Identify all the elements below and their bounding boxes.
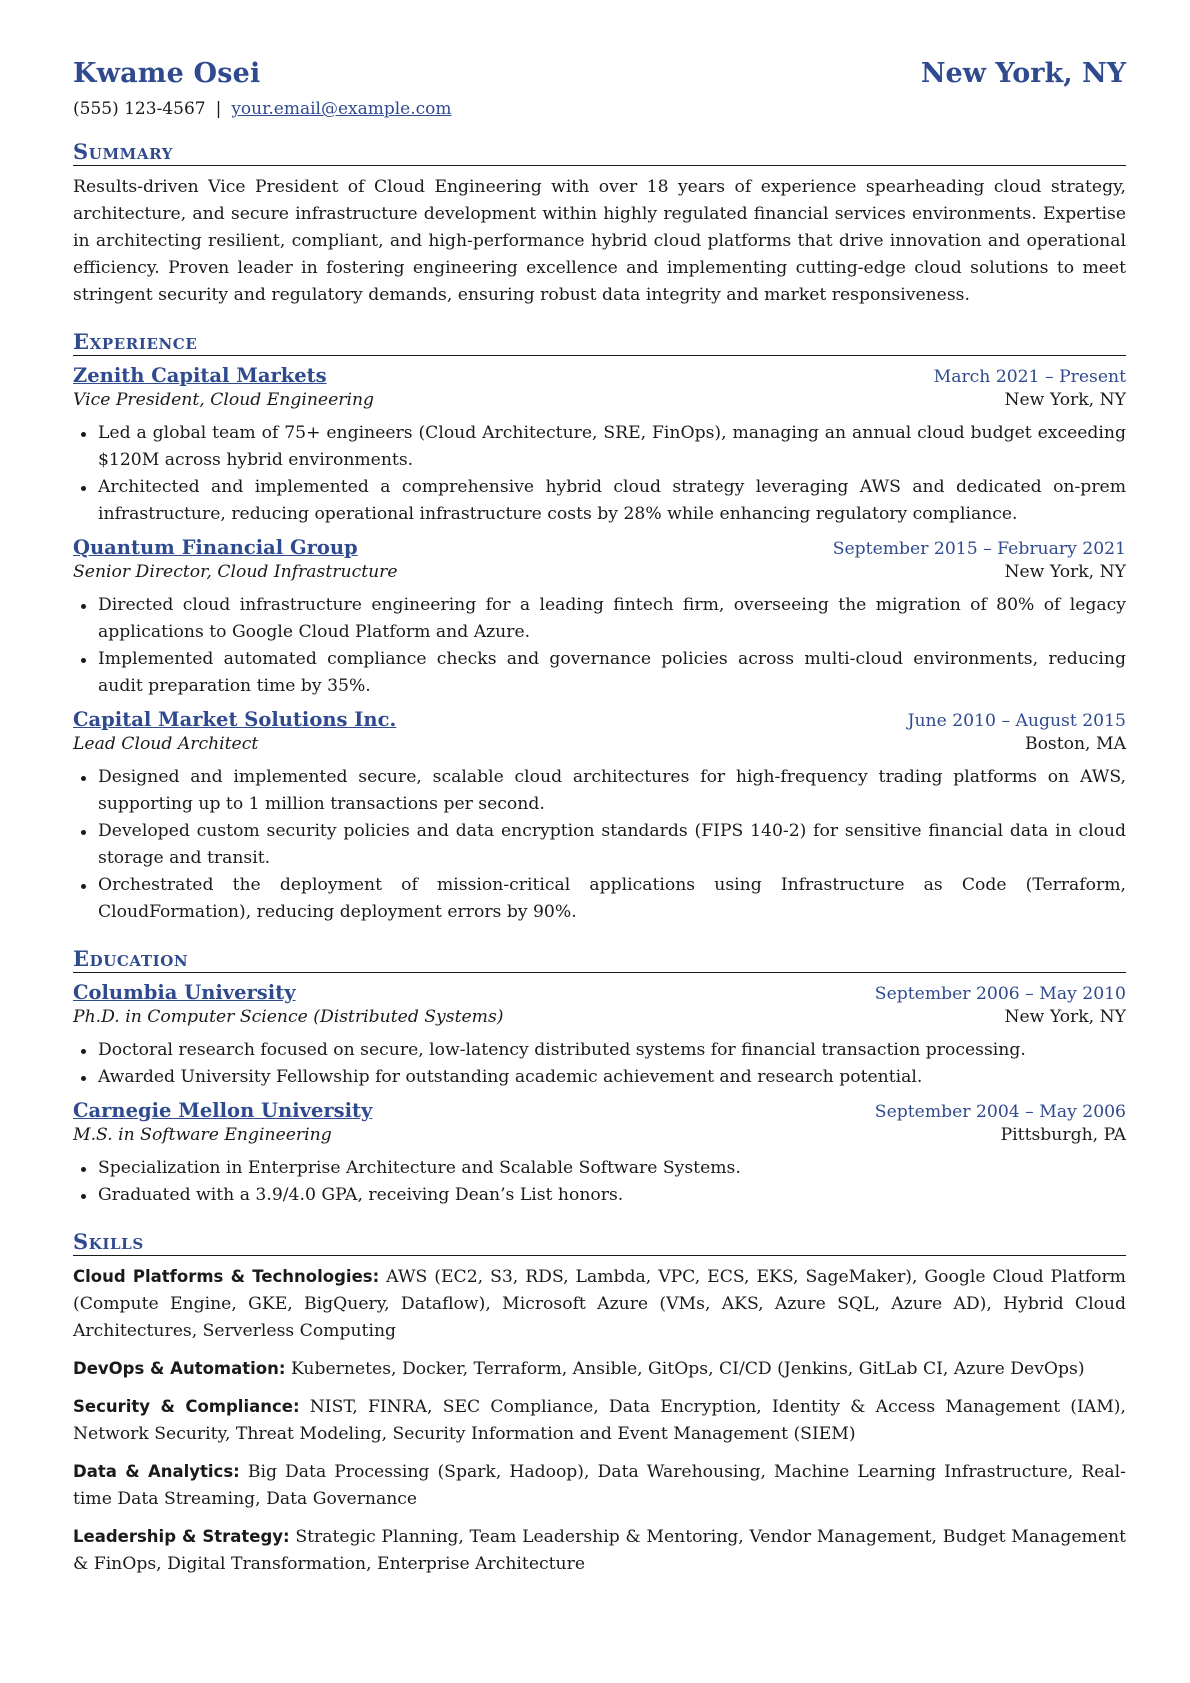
contact-separator: | [215, 99, 222, 119]
bullet-item: Doctoral research focused on secure, low-latency distributed systems for financial transaction processing. [73, 1037, 1126, 1064]
skill-group [73, 1263, 1126, 1345]
section-title-summary: Summary [73, 139, 1126, 166]
email-link[interactable]: your.email@example.com [231, 99, 452, 119]
bullet-item: Designed and implemented secure, scalable cloud architectures for high-frequency trading platforms on AWS, supporting up to 1 million transactions per second. [73, 764, 1126, 818]
bullet-item: Architected and implemented a comprehensive hybrid cloud strategy leveraging AWS and dedicated on-prem infrastructure, reducing operational infrastructure costs by 28% while enhancing regulatory compliance. [73, 474, 1126, 528]
skill-text: Kubernetes, Docker, Terraform, Ansible, GitOps, CI/CD (Jenkins, GitLab CI, Azure DevOps) [290, 1359, 1085, 1379]
skill-group [73, 1458, 1126, 1513]
experience-entry [73, 536, 1126, 700]
skill-label: Cloud Platforms & Technologies: [73, 1267, 380, 1286]
candidate-name: Kwame Osei [73, 58, 261, 89]
section-title-education: Education [73, 946, 1126, 973]
skill-text: Big Data Processing (Spark, Hadoop), Data Warehousing, Machine Learning Infrastructure, Real-time Data Streaming, Data Governance [73, 1462, 1126, 1509]
bullet-list [73, 764, 1126, 926]
bullet-item: Directed cloud infrastructure engineering for a leading fintech firm, overseeing the migration of 80% of legacy applications to Google Cloud Platform and Azure. [73, 592, 1126, 646]
bullet-item: Implemented automated compliance checks and governance policies across multi-cloud environments, reducing audit preparation time by 35%. [73, 646, 1126, 700]
entry-location: New York, NY [1004, 1007, 1126, 1027]
summary-paragraph: Results-driven Vice President of Cloud Engineering with over 18 years of experience spearheading cloud strategy, architecture, and secure infrastructure development within highly regulated financial services environments. Expertise in architecting resilient, compliant, and high-performance hybrid cloud platforms that drive innovation and operational efficiency. Proven leader in fostering engineering excellence and implementing cutting-edge cloud solutions to meet stringent security and regulatory demands, ensuring robust data integrity and market responsiveness. [73, 177, 1126, 305]
job-title: Vice President, Cloud Engineering [73, 390, 375, 410]
bullet-item: Developed custom security policies and data encryption standards (FIPS 140-2) for sensitive financial data in cloud storage and transit. [73, 818, 1126, 872]
entry-dates: September 2015 – February 2021 [832, 539, 1126, 559]
contact-line [73, 99, 1126, 119]
job-title: Lead Cloud Architect [73, 734, 259, 754]
bullet-list [73, 592, 1126, 700]
bullet-item: Graduated with a 3.9/4.0 GPA, receiving Dean’s List honors. [73, 1182, 1126, 1209]
entry-dates: March 2021 – Present [933, 367, 1126, 387]
employer-link[interactable]: Quantum Financial Group [73, 536, 358, 559]
skill-group [73, 1393, 1126, 1448]
employer-link[interactable]: Capital Market Solutions Inc. [73, 708, 397, 731]
bullet-list [73, 420, 1126, 528]
skill-text: NIST, FINRA, SEC Compliance, Data Encryption, Identity & Access Management (IAM), Network Security, Threat Modeling, Security Information and Event Management (SIEM) [73, 1397, 1126, 1444]
section-title-skills: Skills [73, 1229, 1126, 1256]
section-title-experience: Experience [73, 329, 1126, 356]
entry-location: Boston, MA [1024, 734, 1126, 754]
entry-location: New York, NY [1004, 390, 1126, 410]
employer-link[interactable]: Zenith Capital Markets [73, 364, 327, 387]
bullet-list [73, 1037, 1126, 1091]
school-link[interactable]: Columbia University [73, 981, 296, 1004]
entry-dates: June 2010 – August 2015 [907, 711, 1126, 731]
job-title: Senior Director, Cloud Infrastructure [73, 562, 398, 582]
degree: M.S. in Software Engineering [73, 1125, 332, 1145]
school-link[interactable]: Carnegie Mellon University [73, 1099, 373, 1122]
skill-text: AWS (EC2, S3, RDS, Lambda, VPC, ECS, EKS, SageMaker), Google Cloud Platform (Compute Engine, GKE, BigQuery, Dataflow), Microsoft Azure (VMs, AKS, Azure SQL, Azure AD), Hybrid Cloud Architectures, Serverless Computing [73, 1267, 1126, 1341]
experience-entry [73, 708, 1126, 926]
experience-entry [73, 364, 1126, 528]
skill-text: Strategic Planning, Team Leadership & Mentoring, Vendor Management, Budget Management & FinOps, Digital Transformation, Enterprise Architecture [73, 1527, 1126, 1574]
skill-group [73, 1355, 1126, 1383]
entry-location: Pittsburgh, PA [1000, 1125, 1126, 1145]
skill-label: Leadership & Strategy: [73, 1527, 290, 1546]
phone-number: (555) 123-4567 [73, 99, 206, 119]
education-entry [73, 981, 1126, 1091]
skill-label: Security & Compliance: [73, 1397, 300, 1416]
skill-label: DevOps & Automation: [73, 1359, 286, 1378]
degree: Ph.D. in Computer Science (Distributed Systems) [73, 1007, 504, 1027]
skill-group [73, 1523, 1126, 1578]
bullet-item: Orchestrated the deployment of mission-critical applications using Infrastructure as Code (Terraform, CloudFormation), reducing deployment errors by 90%. [73, 872, 1126, 926]
bullet-item: Specialization in Enterprise Architecture and Scalable Software Systems. [73, 1155, 1126, 1182]
entry-dates: September 2006 – May 2010 [874, 984, 1126, 1004]
education-entry [73, 1099, 1126, 1209]
entry-dates: September 2004 – May 2006 [874, 1102, 1126, 1122]
bullet-item: Awarded University Fellowship for outstanding academic achievement and research potential. [73, 1064, 1126, 1091]
candidate-location: New York, NY [920, 58, 1126, 89]
bullet-item: Led a global team of 75+ engineers (Cloud Architecture, SRE, FinOps), managing an annual cloud budget exceeding $120M across hybrid environments. [73, 420, 1126, 474]
entry-location: New York, NY [1004, 562, 1126, 582]
skill-label: Data & Analytics: [73, 1462, 240, 1481]
bullet-list [73, 1155, 1126, 1209]
resume-header [73, 58, 1126, 89]
